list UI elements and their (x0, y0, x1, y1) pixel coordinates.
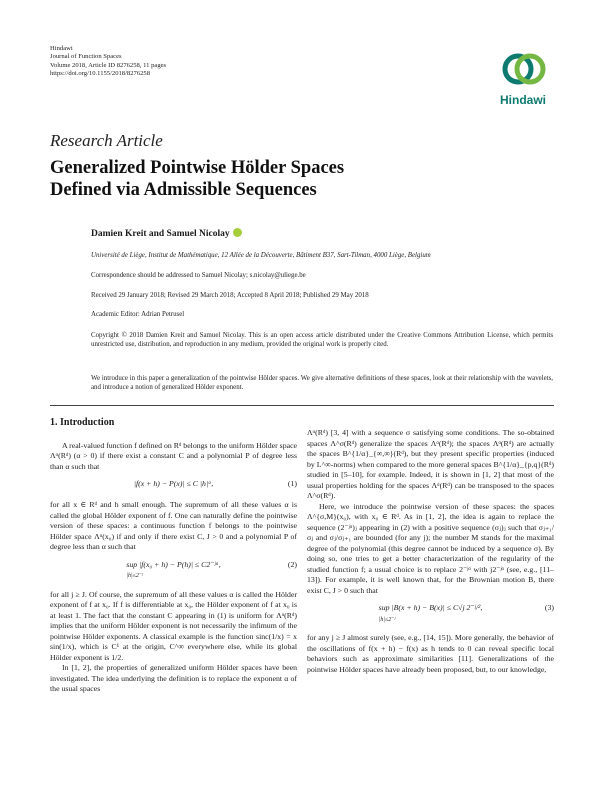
author-names: Damien Kreit and Samuel Nicolay (91, 229, 230, 239)
title-line-2: Defined via Admissible Sequences (50, 180, 317, 200)
journal-name: Journal of Function Spaces (50, 53, 122, 61)
equation-1-number: (1) (287, 479, 297, 488)
equation-3-number: (3) (544, 603, 554, 612)
equation-3 (307, 603, 554, 625)
equation-2-number: (2) (287, 559, 297, 569)
publisher-name: Hindawi (50, 45, 73, 52)
article-title (50, 157, 500, 201)
title-line-1: Generalized Pointwise Hölder Spaces (50, 158, 345, 178)
equation-1 (50, 479, 297, 492)
paragraph-1: A real-valued function f defined on Rᵈ belongs to the uniform Hölder space Λᵅ(Rᵈ) (α > 0) if there exist a constant C and a polynomial P of degree less than α such that (50, 440, 297, 471)
paragraph-6: Here, we introduce the pointwise version of these spaces: the spaces Λ^{σ,M}(x₀), with x₀ ∈ Rᵈ. As in [1, 2], the idea is again to replace the sequence (2⁻ʲᵅ)ⱼ appearing in (2) with a positive sequence (σⱼ)ⱼ such that σⱼ₊₁/σⱼ and σⱼ/σⱼ₊₁ are bounded (for any j); the number M stands for the maximal degree of the polynomial (this degree cannot be induced by a sequence σ). By doing so, one tries to get a better characterization of the regularity of the studied function f; a usual choice is to replace 2⁻ʲᵅ with j2⁻ʲᵅ (see, e.g., [11–13]). For example, it is well known that, for the Brownian motion B, there exist C, J > 0 such that (307, 501, 554, 595)
abstract: We introduce in this paper a generalization of the pointwise Hölder spaces. We give alternative definitions of these spaces, look at their relationship with the wavelets, and introduce a notion of generalized Hölder exponent. (91, 375, 553, 392)
article-type: Research Article (50, 131, 163, 150)
equation-3-body: sup |B(x + h) − B(x)| ≤ C√j 2⁻ʲ/², |h|≤2⁻ʲ (378, 603, 483, 623)
equation-3-subscript: |h|≤2⁻ʲ (378, 616, 396, 623)
equation-2-subscript: |h|≤2⁻ʲ (126, 573, 144, 579)
journal-info (50, 45, 166, 79)
correspondence: Correspondence should be addressed to Samuel Nicolay; s.nicolay@uliege.be (91, 272, 306, 279)
affiliation: Université de Liège, Institut de Mathématique, 12 Allée de la Découverte, Bâtiment B37, Sart-Tilman, 4000 Liège, Belgium (91, 252, 431, 259)
paragraph-5: Λᵅ(Rᵈ) [3, 4] with a sequence σ satisfying some conditions. The so-obtained spaces Λ^σ(Rᵈ) generalize the spaces Λᵅ(Rᵈ); the spaces Λᵅ(Rᵈ) are actually the spaces B^{1/α}_{∞,∞}(Rᵈ), but they present specific properties (induced by L^∞-norms) when compared to the more general spaces B^{1/α}_{p,q}(Rᵈ) studied in [5–10], for example. Indeed, it is shown in [1, 2] that most of the usual properties holding for the spaces Λᵅ(Rᵈ) can be transposed to the spaces Λ^σ(Rᵈ). (307, 428, 554, 500)
paragraph-3: for all j ≥ J. Of course, the supremum of all these values α is called the Hölder exponent of f at x₀. If f is differentiable at x₀, the Hölder exponent of f at x₀ is at least 1. The fact that the constant C appearing in (1) is uniform for Λᵅ(Rᵈ) implies that the uniform Hölder exponent is not necessarily the infimum of the pointwise Hölder exponents. A classical example is the function sinc(1/x) = x sin(1/x), which is C¹ at the origin, C^∞ everywhere else, while its global Hölder exponent is 1/2. (50, 589, 297, 662)
academic-editor: Academic Editor: Adrian Petrusel (91, 311, 185, 318)
authors (91, 228, 242, 239)
section-divider (50, 405, 554, 406)
orcid-icon[interactable] (233, 228, 242, 237)
section-heading: 1. Introduction (50, 417, 115, 428)
logo-wordmark: Hindawi (499, 93, 546, 107)
paragraph-4: In [1, 2], the properties of generalized uniform Hölder spaces have been investigated. The idea underlying the definition is to replace the exponent α of the usual spaces (50, 663, 297, 693)
copyright-notice: Copyright © 2018 Damien Kreit and Samuel Nicolay. This is an open access article distributed under the Creative Commons Attribution License, which permits unrestricted use, distribution, and reproduction in any medium, provided the original work is properly cited. (91, 332, 553, 349)
doi-link[interactable]: https://doi.org/10.1155/2018/8276258 (50, 70, 151, 78)
right-column (307, 428, 554, 675)
publication-dates: Received 29 January 2018; Revised 29 March 2018; Accepted 8 April 2018; Published 29 May 2018 (91, 292, 369, 299)
equation-2 (50, 560, 297, 582)
left-column (50, 418, 297, 695)
equation-2-body: sup |f(x₀ + h) − P(h)| ≤ C2⁻ʲᵅ, |h|≤2⁻ʲ (126, 559, 221, 579)
paragraph-7: for any j ≥ J almost surely (see, e.g., [14, 15]). More generally, the behavior of the oscillations of f(x + h) − f(x) as h tends to 0 can reveal specific local behaviors such as approximate similarities [11]. Generalizations of the pointwise Hölder spaces have already been proposed, but, to our knowledge, (307, 633, 554, 674)
volume-line: Volume 2018, Article ID 8276258, 11 pages (50, 61, 167, 69)
equation-1-body: |f(x + h) − P(x)| ≤ C |h|ᵅ, (133, 479, 214, 488)
paragraph-2: for all x ∈ Rᵈ and h small enough. The supremum of all these values α is called the global Hölder exponent of f. One can naturally define the pointwise version of these spaces: a continuous function f belongs to the pointwise Hölder space Λᵅ(x₀) if and only if there exist C, J > 0 and a polynomial P of degree less than α such that (50, 500, 297, 551)
